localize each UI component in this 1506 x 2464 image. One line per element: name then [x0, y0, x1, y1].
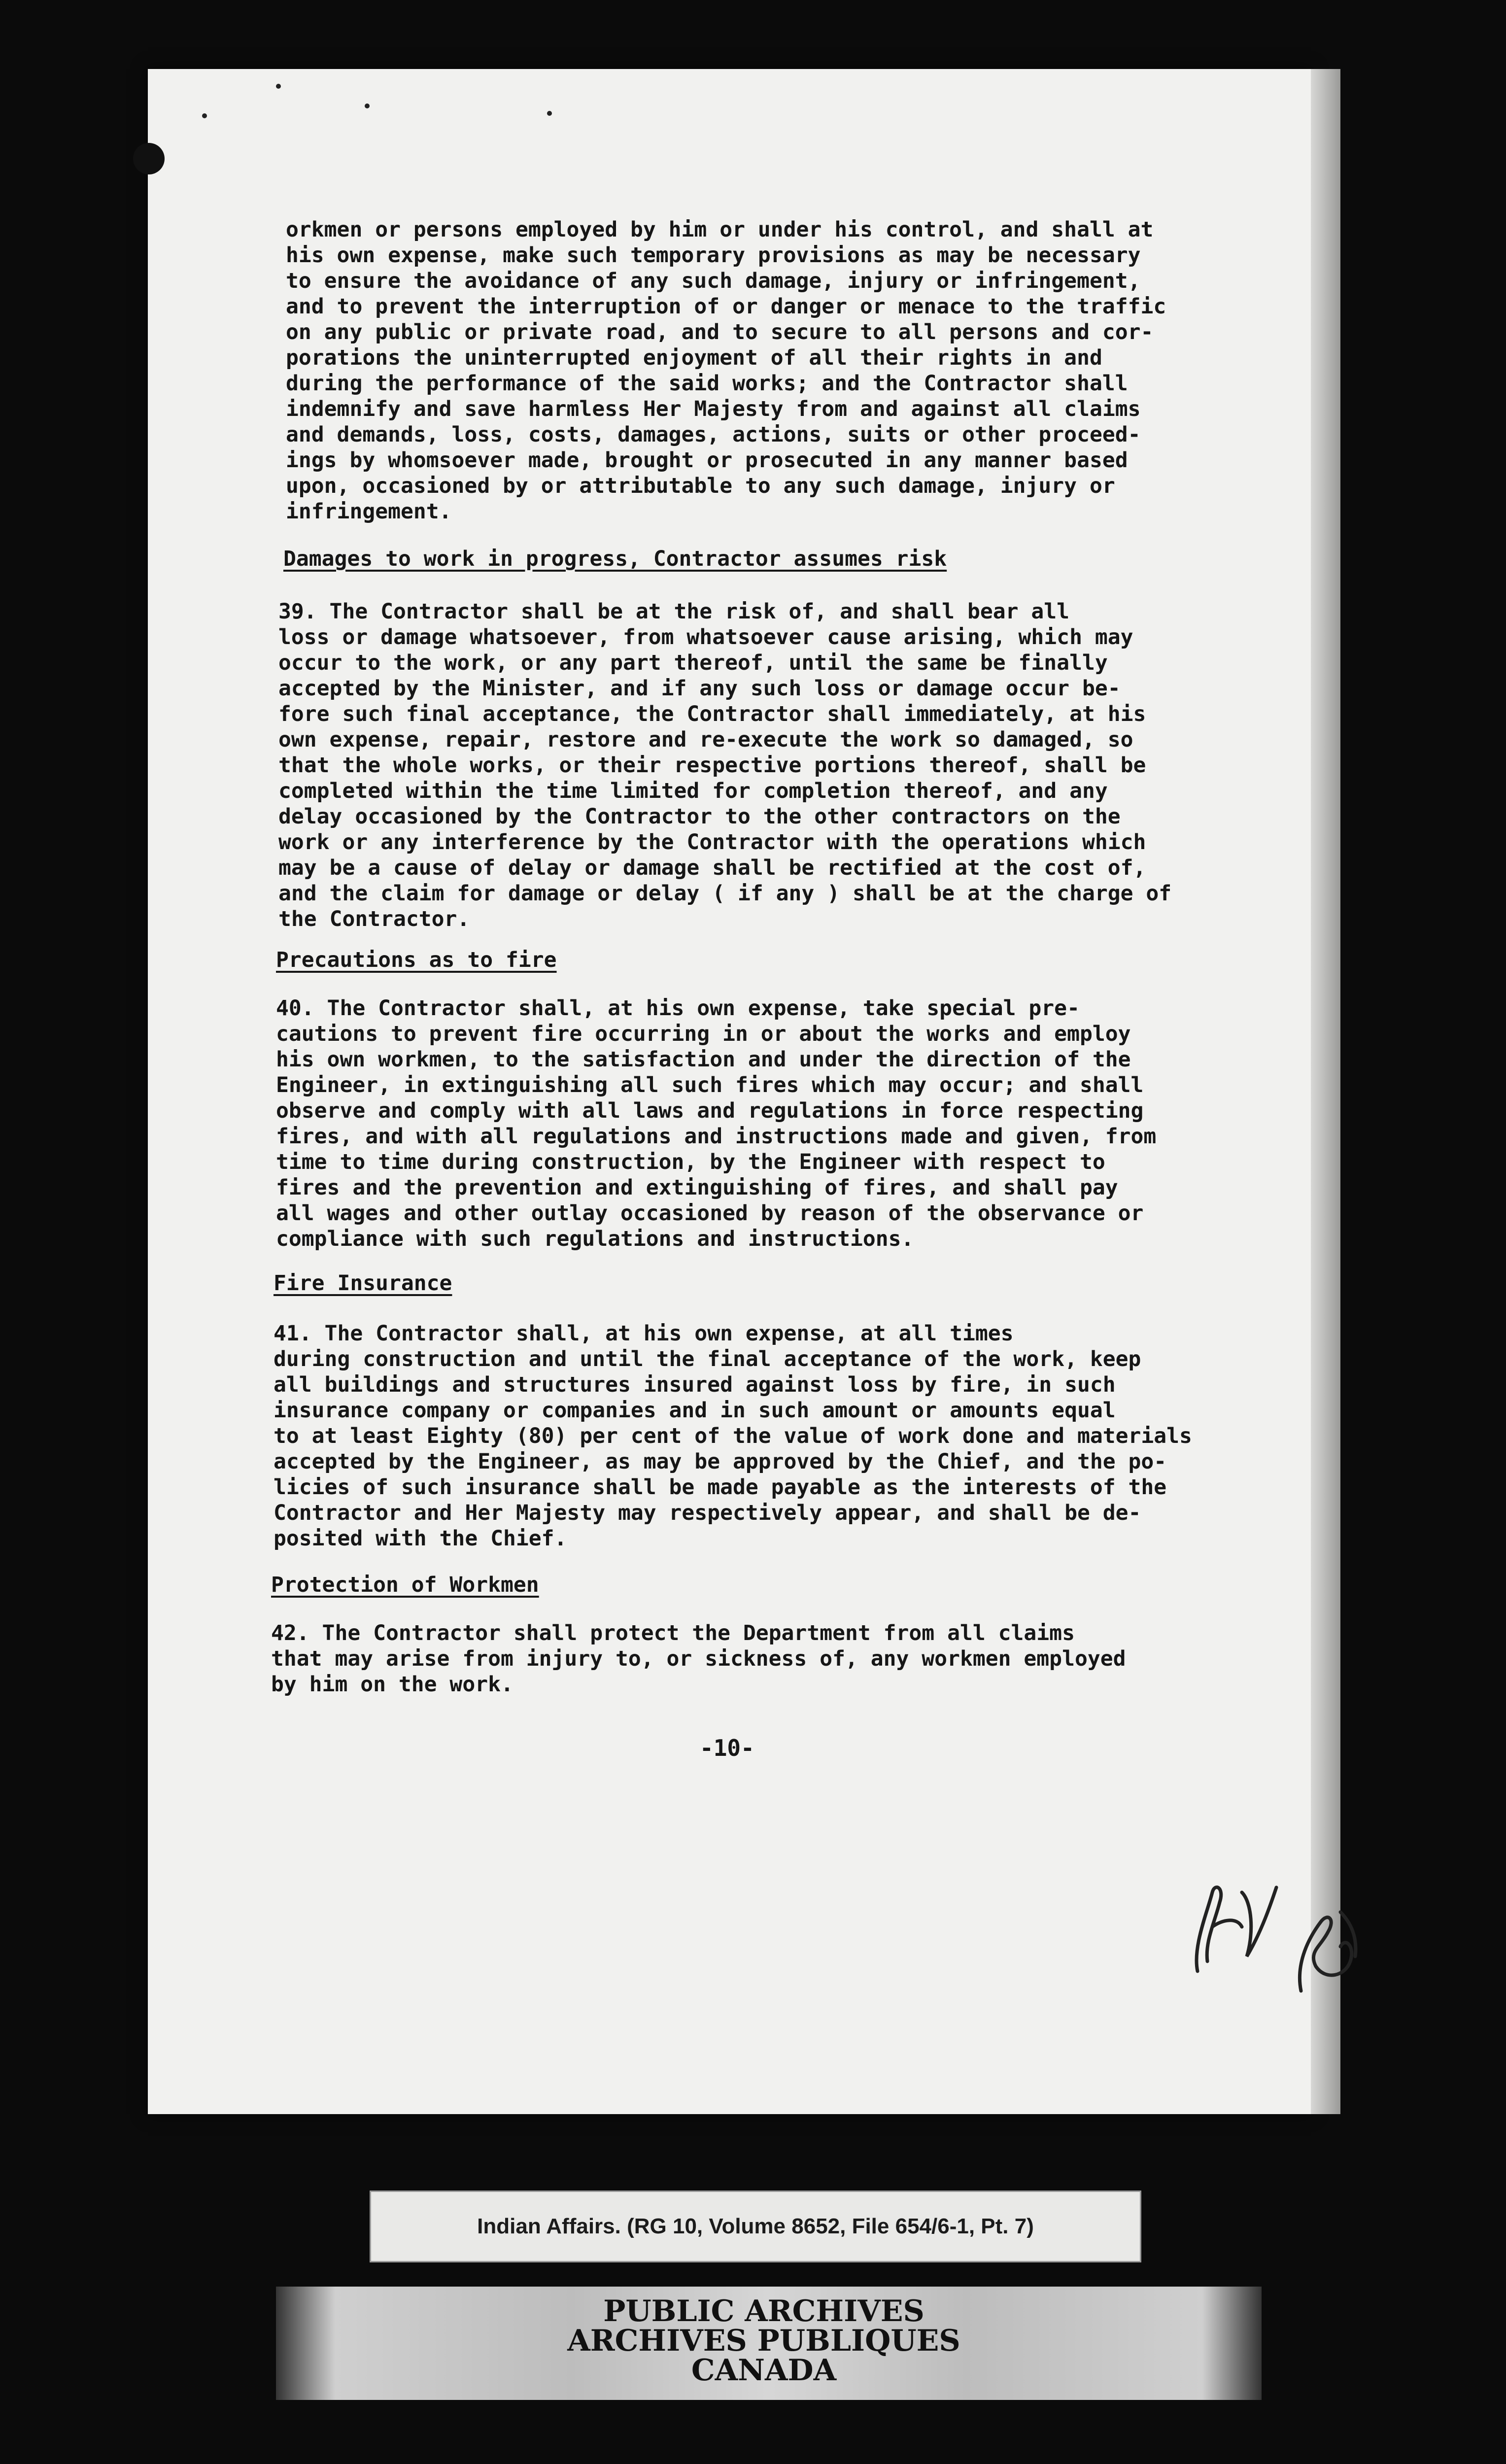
- section-body-40: 40. The Contractor shall, at his own expense, take special pre- cautions to prevent fire occurring in or about the works and employ his own workmen, to the satisfaction and under the direction of the Engineer, in extinguishing all such fires which may occur; and shall observe and comply with all laws and regulations in force respecting fires, and with all regulations and instructions made and given, from time to time during construction, by the Engineer with respect to fires and the prevention and extinguishing of fires, and shall pay all wages and other outlay occasioned by reason of the observance or compliance with such regulations and instructions.: [276, 996, 1157, 1251]
- scan-speck: [365, 103, 370, 108]
- handwritten-initials-1: [1178, 1873, 1291, 1981]
- scan-speck: [276, 84, 281, 89]
- section-body-41: 41. The Contractor shall, at his own expense, at all times during construction and until the final acceptance of the work, keep all buildings and structures insured against loss by fire, in such insurance company or companies and in such amount or amounts equal to at least Eighty (80) per cent of the value of work done and materials accepted by the Engineer, as may be approved by the Chief, and the po- licies of such insurance shall be made payable as the interests of the Contractor and Her Majesty may respectively appear, and shall be de- posited with the Chief.: [274, 1321, 1192, 1551]
- archive-reference-label: Indian Affairs. (RG 10, Volume 8652, File 654/6-1, Pt. 7): [370, 2190, 1141, 2262]
- archive-stamp-line: ARCHIVES PUBLIQUES: [567, 2324, 960, 2358]
- section-heading-fire-precautions: Precautions as to fire: [276, 948, 557, 972]
- archive-stamp-line: CANADA: [691, 2353, 837, 2388]
- section-body-39: 39. The Contractor shall be at the risk of, and shall bear all loss or damage whatsoever, from whatsoever cause arising, which may occur to the work, or any part thereof, until the same be finally accepted by the Minister, and if any such loss or damage occur be- fore such final acceptance, the Contractor shall immediately, at his own expense, repair, restore and re-execute the work so damaged, so that the whole works, or their respective portions thereof, shall be completed within the time limited for completion thereof, and any delay occasioned by the Contractor to the other contractors on the work or any interference by the Contractor with the operations which may be a cause of delay or damage shall be rectified at the cost of, and the claim for damage or delay ( if any ) shall be at the charge of the Contractor.: [278, 599, 1172, 931]
- archive-stamp: [542, 2294, 986, 2388]
- section-body-42: 42. The Contractor shall protect the Department from all claims that may arise from injury to, or sickness of, any workmen employed by him on the work.: [271, 1621, 1126, 1697]
- scan-speck: [202, 113, 207, 118]
- margin-dot: [133, 143, 165, 174]
- section-heading-protection-workmen: Protection of Workmen: [271, 1573, 539, 1597]
- section-heading-fire-insurance: Fire Insurance: [274, 1271, 452, 1296]
- page-number: -10-: [700, 1735, 754, 1761]
- page-edge: [1311, 69, 1340, 2114]
- scan-speck: [547, 111, 552, 116]
- archive-stamp-line: PUBLIC ARCHIVES: [603, 2294, 924, 2328]
- intro-paragraph: orkmen or persons employed by him or under his control, and shall at his own expense, make such temporary provisions as may be necessary to ensure the avoidance of any such damage, injury or infringement, and to prevent the interruption of or danger or menace to the traffic on any public or private road, and to secure to all persons and cor- porations the uninterrupted enjoyment of all their rights in and during the performance of the said works; and the Contractor shall indemnify and save harmless Her Majesty from and against all claims and demands, loss, costs, damages, actions, suits or other proceed- ings by whomsoever made, brought or prosecuted in any manner based upon, occasioned by or attributable to any such damage, injury or infringement.: [286, 217, 1166, 524]
- section-heading-damages: Damages to work in progress, Contractor assumes risk: [283, 547, 947, 571]
- handwritten-initials-2: [1286, 1892, 1370, 2006]
